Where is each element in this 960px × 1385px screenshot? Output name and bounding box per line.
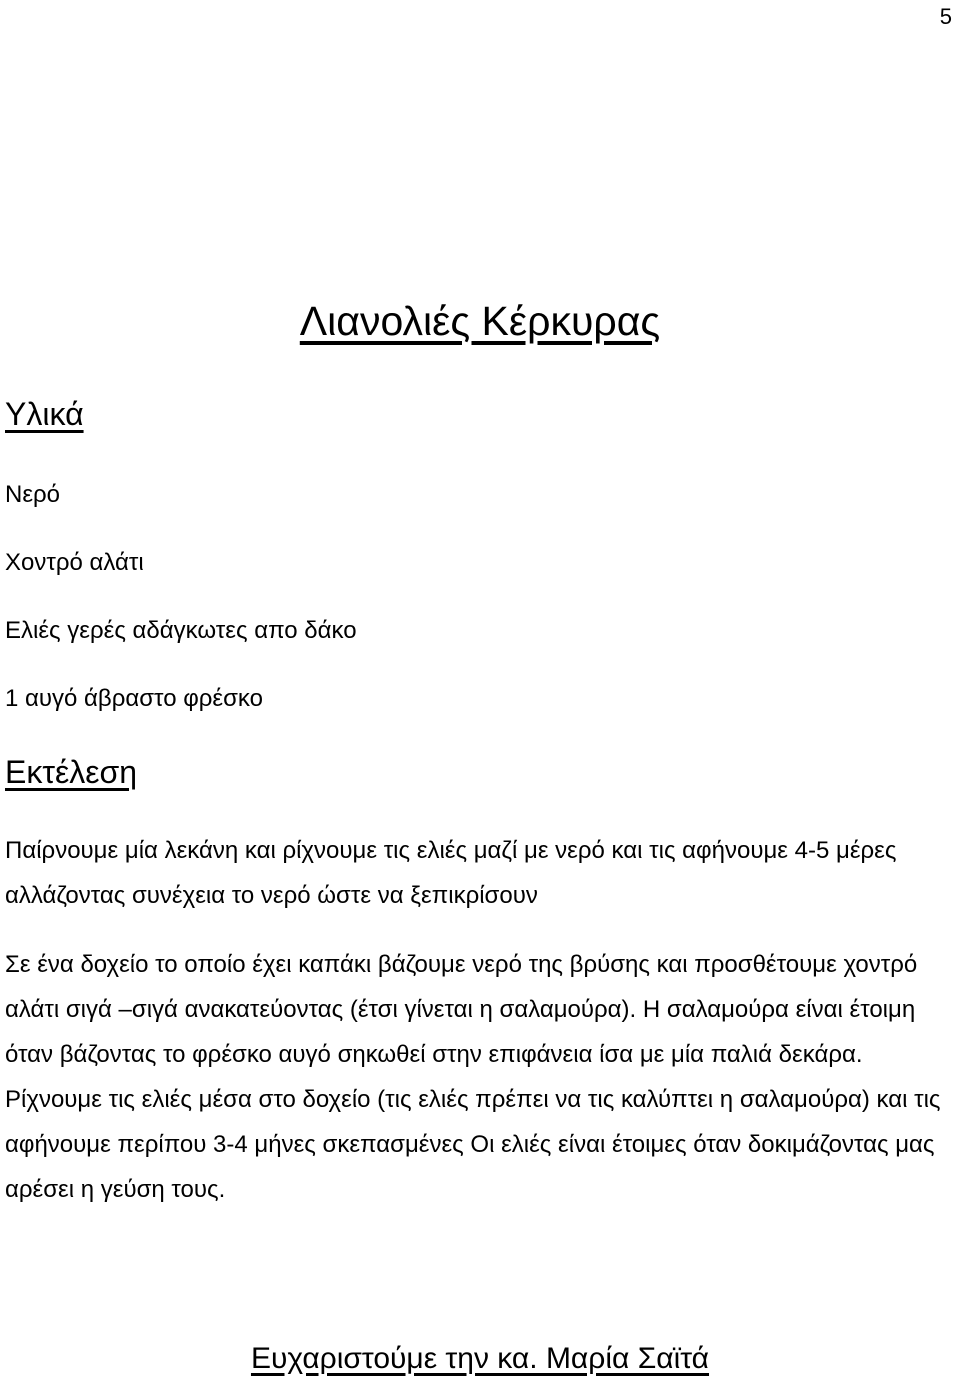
ingredient-item: Ελιές γερές αδάγκωτες απο δάκο <box>5 617 357 644</box>
page-number: 5 <box>939 4 952 29</box>
method-paragraph: Παίρνουμε μία λεκάνη και ρίχνουμε τις ελιές μαζί με νερό και τις αφήνουμε 4-5 μέρες αλλάζοντας συνέχεια το νερό ώστε να ξεπικρίσουν <box>5 837 897 909</box>
ingredient-item: Χοντρό αλάτι <box>5 549 144 576</box>
acknowledgement: Ευχαριστούμε την κα. Μαρία Σαϊτά <box>250 1342 710 1375</box>
method-heading: Εκτέλεση <box>5 754 138 790</box>
method-paragraph: Σε ένα δοχείο το οποίο έχει καπάκι βάζουμε νερό της βρύσης και προσθέτουμε χοντρό αλάτι σιγά –σιγά ανακατεύοντας (έτσι γίνεται η σαλαμούρα). Η σαλαμούρα είναι έτοιμη όταν βάζοντας το φρέσκο αυγό σηκωθεί στην επιφάνεια ίσα με μία παλιά δεκάρα. Ρίχνουμε τις ελιές μέσα στο δοχείο (τις ελιές πρέπει να τις καλύπτει η σαλαμούρα) και τις αφήνουμε περίπου 3-4 μήνες σκεπασμένες Οι ελιές είναι έτοιμες όταν δοκιμάζοντας μας αρέσει η γεύση τους. <box>5 951 941 1203</box>
ingredients-heading: Υλικά <box>5 396 84 432</box>
ingredient-item: 1 αυγό άβραστο φρέσκο <box>5 685 263 712</box>
ingredient-item: Νερό <box>5 481 61 508</box>
page-title: Λιανολιές Κέρκυρας <box>299 298 661 344</box>
